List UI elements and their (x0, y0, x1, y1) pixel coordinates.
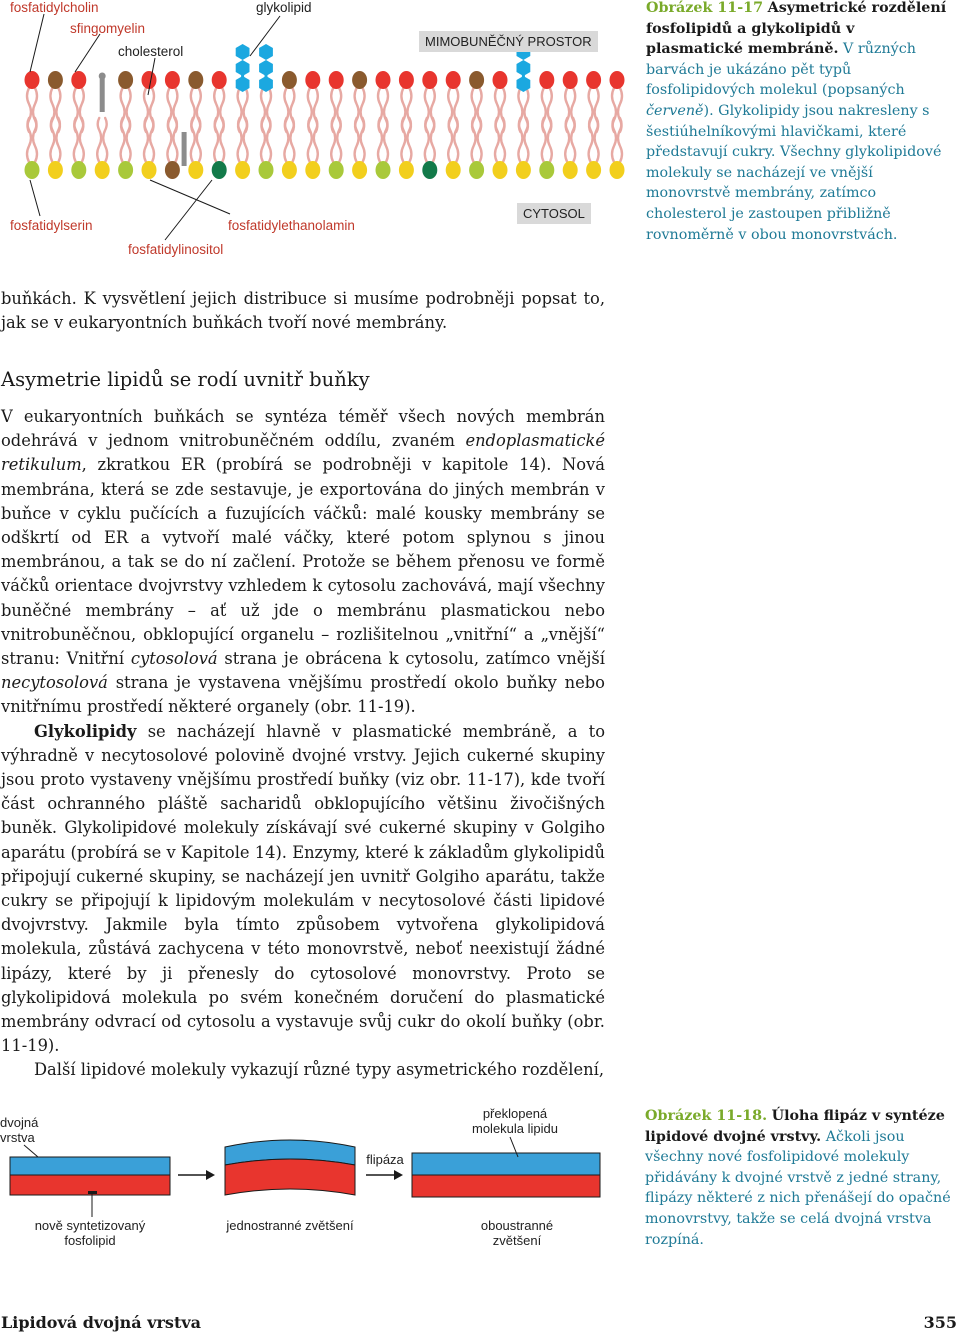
arrow-2 (366, 1170, 403, 1180)
figure-11-17-caption (646, 0, 956, 245)
lipid-head-fosfatidylcholin (165, 71, 180, 89)
lipid-head-fosfatidylethanolamin (95, 161, 110, 179)
label-bilayer: dvojná vrstva (0, 1115, 39, 1145)
label-sfingomyelin: sfingomyelin (70, 21, 146, 36)
lipid-tail (571, 118, 575, 162)
lipid-tail (478, 118, 482, 162)
lipid-tail (173, 118, 177, 162)
section-body (1, 405, 605, 1083)
label-fosfatidylserin: fosfatidylserin (10, 218, 93, 233)
lipid-head-sfingomyelin (48, 71, 63, 89)
caption2-number: Obrázek 11-18. (645, 1108, 768, 1124)
lipid-head-sfingomyelin (352, 71, 367, 89)
lipid-tail (167, 118, 171, 162)
lipid-head-fosfatidylserin (71, 161, 86, 179)
caption2-title: Úloha flipáz v syntéze lipidové dvojné vrstvy. (645, 1108, 945, 1145)
lipid-tail (27, 118, 31, 162)
label-new-phospholipid: nově syntetizovaný fosfolipid (34, 1218, 146, 1248)
lipid-tail (384, 118, 388, 162)
lipid-tail (542, 118, 546, 162)
lipid-head-fosfatidylinositol (422, 161, 437, 179)
lipid-tail (378, 118, 382, 162)
lipid-head-fosfatidylcholin (446, 71, 461, 89)
lipid-head-fosfatidylcholin (422, 71, 437, 89)
lipid-head-sfingomyelin (165, 161, 180, 179)
lipid-head-fosfatidylethanolamin (493, 161, 508, 179)
lipid-tail (56, 118, 60, 162)
lipid-head-fosfatidylethanolamin (352, 161, 367, 179)
lipid-head-fosfatidylethanolamin (563, 161, 578, 179)
section-heading: Asymetrie lipidů se rodí uvnitř buňky (1, 368, 370, 391)
lipid-tail (80, 118, 84, 162)
lipid-tail (401, 118, 405, 162)
lipid-head-fosfatidylserin (376, 161, 391, 179)
lipid-head-fosfatidylethanolamin (48, 161, 63, 179)
lipid-head-fosfatidylcholin (329, 71, 344, 89)
sugar-hexagon (236, 44, 250, 60)
caption-italic: červeně (646, 102, 704, 119)
intro-text: buňkách. K vysvětlení jejich distribuce si musíme podrobněji popsat to, jak se v eukaryontních buňkách tvoří nové membrány. (1, 289, 605, 333)
lipid-tail (267, 118, 271, 162)
sugar-hexagon (236, 60, 250, 76)
cholesterol-head (99, 73, 106, 80)
lipid-head-sfingomyelin (188, 71, 203, 89)
lipid-tail (284, 118, 288, 162)
figure-11-18-caption (645, 1106, 957, 1250)
lipid-tail (361, 118, 365, 162)
lipid-tail (337, 118, 341, 162)
lipid-head-fosfatidylcholin (399, 71, 414, 89)
lipid-tail (191, 118, 195, 162)
figure-11-17 (0, 0, 640, 265)
label-flipped-lipid: překlopená molekula lipidu (472, 1106, 558, 1136)
lipid-head-fosfatidylcholin (25, 71, 40, 89)
leader-line (150, 180, 230, 214)
lipid-head-sfingomyelin (282, 71, 297, 89)
leader-line (30, 180, 40, 216)
lipid-tail (425, 118, 429, 162)
lipid-head-fosfatidylserin (118, 161, 133, 179)
label-fosfatidylinositol: fosfatidylinositol (128, 242, 224, 257)
lipid-tail (565, 118, 569, 162)
lipid-tail (548, 118, 552, 162)
lipid-tail (214, 118, 218, 162)
figure-11-18 (0, 1095, 640, 1265)
lipid-tail (524, 118, 528, 162)
lipid-tail (261, 118, 265, 162)
lipid-tail (314, 118, 318, 162)
outside-space-label: MIMOBUNĚČNÝ PROSTOR (419, 31, 598, 52)
label-fosfatidylethanolamin: fosfatidylethanolamin (228, 218, 355, 233)
label-cholesterol: cholesterol (118, 44, 184, 59)
caption-number: Obrázek 11-17 (646, 0, 764, 16)
caption2-text: Ačkoli jsou všechny nové fosfolipidové molekuly přidávány k dvojné vrstvě z jedné strany, flipázy některé z nich přenášejí do opačné monovrstvy, takže se celá dvojná vrstva rozpíná. (645, 1128, 951, 1248)
lipid-head-fosfatidylethanolamin (142, 161, 157, 179)
lipid-head-fosfatidylcholin (71, 71, 86, 89)
lipid-tail (103, 118, 107, 162)
lipid-tail (407, 118, 411, 162)
label-one-sided: jednostranné zvětšení (226, 1218, 354, 1233)
lipid-head-sfingomyelin (118, 71, 133, 89)
lipid-tail (244, 118, 248, 162)
lipid-head-fosfatidylethanolamin (282, 161, 297, 179)
lipid-head-fosfatidylcholin (212, 71, 227, 89)
lipid-tail (355, 118, 359, 162)
lipid-head-fosfatidylethanolamin (188, 161, 203, 179)
footer-chapter: Lipidová dvojná vrstva (1, 1313, 201, 1332)
lipid-tail (150, 118, 154, 162)
panel-bilayer (10, 1145, 170, 1217)
label-two-sided: oboustranné zvětšení (480, 1218, 554, 1248)
lipid-head-fosfatidylethanolamin (235, 161, 250, 179)
lipid-head-fosfatidylserin (469, 161, 484, 179)
lipid-tail (518, 118, 522, 162)
lipid-head-fosfatidylethanolamin (399, 161, 414, 179)
paragraph-1: V eukaryontních buňkách se syntéza téměř všech nových membrán odehrává v jednom vnitrobuněčném oddílu, zvaném endoplasmatické retikulum, zkratkou ER (probírá se podrobněji v kapitole 14). Nová membrána, která se zde sestavuje, je exportována do jiných membrán v buňce v cyklu pučících a fuzujících váčků: malé kousky membrány se odškrtí od ER a vytvoří malé váčky, které potom splynou s jinou membránou, a tak se do ní začlení. Protože se během přenosu ve formě váčků orientace dvojvrstvy vzhledem k cytosolu zachovává, mají všechny buněčné membrány – ať už jde o membránu plasmatickou nebo vnitrobuněčnou, obklopující organelu – rozlišitelnou „vnitřní“ a „vnější“ stranu: Vnitřní cytosolová strana je obrácena k cytosolu, zatímco vnější necytosolová strana je vystavena vnějšímu prostředí okolo buňky nebo vnitřnímu prostředí některé organely (obr. 11-19). (1, 407, 605, 717)
lipid-head-fosfatidylcholin (142, 71, 157, 89)
arrow-1 (178, 1170, 215, 1180)
lipid-tail (50, 118, 54, 162)
lipid-tail (97, 118, 101, 162)
sugar-hexagon (259, 60, 273, 76)
paragraph-3: Další lipidové molekuly vykazují různé typy asymetrického rozdělení, (34, 1060, 605, 1080)
label-glykolipid: glykolipid (256, 0, 312, 15)
panel-two-sided (412, 1137, 600, 1197)
lipid-head-fosfatidylinositol (212, 161, 227, 179)
lipid-head-fosfatidylethanolamin (586, 161, 601, 179)
lipid-head-fosfatidylserin (539, 161, 554, 179)
intro-paragraph (1, 287, 605, 335)
sugar-hexagon (517, 60, 531, 76)
paragraph-2: Glykolipidy se nacházejí hlavně v plasmatické membráně, a to výhradně v necytosolové polovině dvojné vrstvy. Jejich cukerné skupiny jsou proto vystaveny vnějšímu prostředí buňky (viz obr. 11-17), kde tvoří část ochranného pláště sacharidů obklopujícího většinu živočišných buněk. Glykolipidové molekuly získávají své cukerné skupiny v Golgiho aparátu (probírá se v Kapitole 14). Enzymy, které k základům glykolipidů připojují cukerné skupiny, se nacházejí jen uvnitř Golgiho aparátu, takže cukry se připojují k lipidovým molekulám v necytosolové části lipidové dvojvrstvy. Jakmile byla tímto způsobem vytvořena glykolipidová molekula, zůstává zachycena v této monovrstvě, neboť neexistují žádné lipázy, které by ji přenesly do cytosolové monovrstvy. Proto se glykolipidová molekula po svém konečném doručení do plasmatické membrány odvrací od cytosolu a vystavuje svůj cukr do okolí buňky (obr. 11-19). (1, 721, 605, 1056)
page-number: 355 (923, 1313, 957, 1332)
cholesterol-molecule (100, 78, 105, 112)
lipid-tail (454, 118, 458, 162)
lipid-tail (618, 118, 622, 162)
leader-line (30, 14, 44, 72)
lipid-tail (472, 118, 476, 162)
lipid-head-fosfatidylcholin (539, 71, 554, 89)
lipid-tail (612, 118, 616, 162)
lipid-head-fosfatidylserin (329, 161, 344, 179)
lipid-tail (331, 118, 335, 162)
lipid-head-fosfatidylcholin (563, 71, 578, 89)
lipid-head-fosfatidylserin (259, 161, 274, 179)
lipid-tail (197, 118, 201, 162)
caption-text-2: ). Glykolipidy jsou nakresleny s šestiúhelníkovými hlavičkami, které představují cukry. Všechny glykolipidové molekuly se nacházejí ve vnější monovrstvě membrány, zatímco cholesterol je zastoupen přibližně rovnoměrně v obou monovrstvách. (646, 102, 942, 243)
caption-title: Asymetrické rozdělení fosfolipidů a glykolipidů v plasmatické membráně. (646, 0, 947, 58)
lipid-tail (33, 118, 37, 162)
lipid-tail (238, 118, 242, 162)
lipid-tail (501, 118, 505, 162)
lipid-head-fosfatidylcholin (493, 71, 508, 89)
lipid-head-fosfatidylserin (25, 161, 40, 179)
panel-one-sided (225, 1140, 355, 1195)
lipid-head-fosfatidylcholin (586, 71, 601, 89)
lipid-head-fosfatidylethanolamin (446, 161, 461, 179)
lipid-tail (290, 118, 294, 162)
lipid-head-fosfatidylcholin (376, 71, 391, 89)
lipid-tail (308, 118, 312, 162)
lipid-tail (121, 118, 125, 162)
label-fosfatidylcholin: fosfatidylcholin (10, 0, 99, 15)
cytosol-label: CYTOSOL (517, 203, 591, 224)
lipid-tail (448, 118, 452, 162)
lipid-tail (220, 118, 224, 162)
lipid-head-fosfatidylcholin (305, 71, 320, 89)
lipid-tail (589, 118, 593, 162)
lipid-tail (74, 118, 78, 162)
lipid-tail (495, 118, 499, 162)
cholesterol-molecule (182, 132, 187, 166)
lipid-head-sfingomyelin (469, 71, 484, 89)
lipid-tail (144, 118, 148, 162)
lipid-tail (595, 118, 599, 162)
lipid-head-fosfatidylethanolamin (610, 161, 625, 179)
leader-line (75, 34, 100, 72)
lipid-tail (127, 118, 131, 162)
label-flippase: flipáza (366, 1152, 404, 1167)
lipid-head-fosfatidylethanolamin (305, 161, 320, 179)
sugar-hexagon (259, 44, 273, 60)
lipid-tail (431, 118, 435, 162)
lipid-head-fosfatidylcholin (610, 71, 625, 89)
lipid-head-fosfatidylethanolamin (516, 161, 531, 179)
caption-text-1: V různých barvách je ukázáno pět typů fosfolipidových molekul (popsaných (646, 41, 916, 99)
